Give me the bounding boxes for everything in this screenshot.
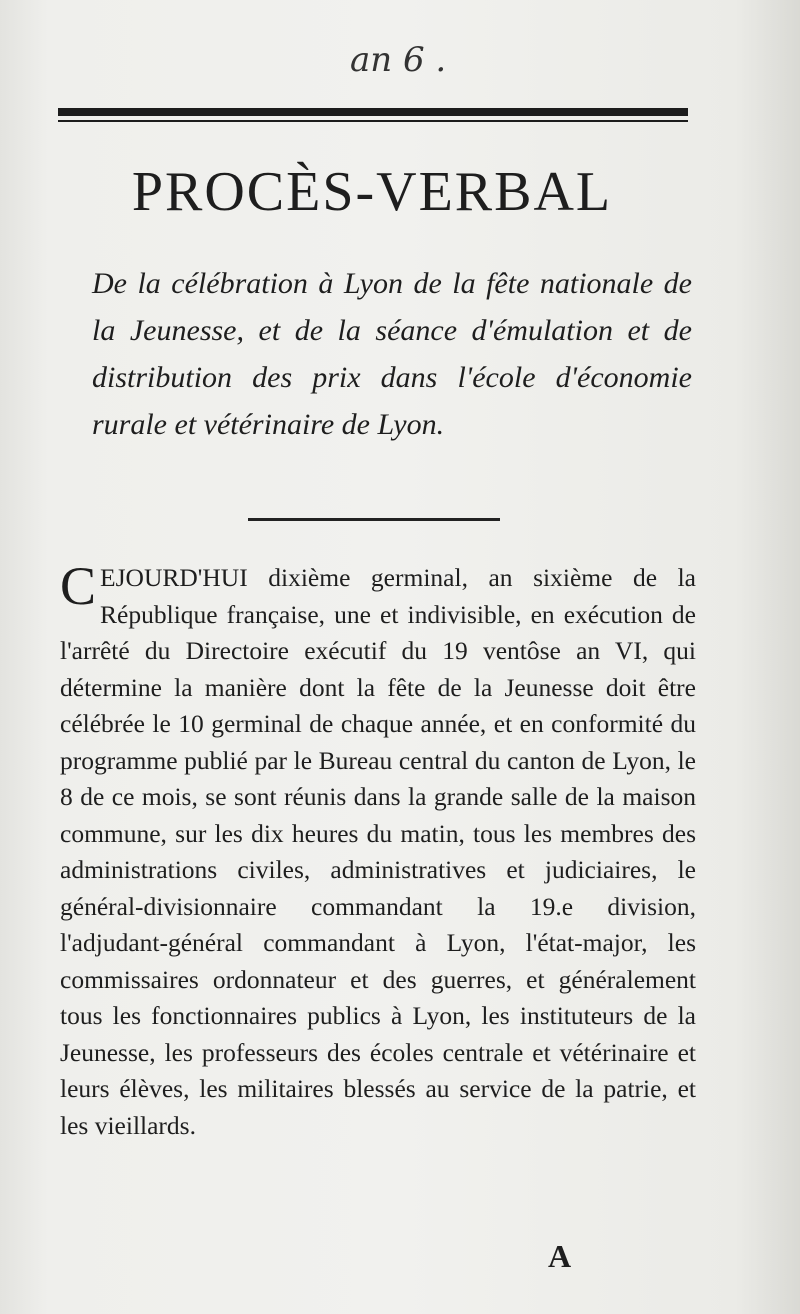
header-rule-thick xyxy=(58,108,688,116)
page-title: PROCÈS-VERBAL xyxy=(131,161,613,223)
subtitle: De la célébration à Lyon de la fête nationale de la Jeunesse, et de la séance d'émulation et de distribution des prix dans l'école d'économie rurale et vétérinaire de Lyon. xyxy=(92,267,692,441)
body-paragraph xyxy=(60,556,696,1144)
handwritten-annotation: an 6 . xyxy=(350,40,447,80)
drop-cap: C xyxy=(60,556,97,616)
signature-mark: A xyxy=(548,1238,572,1274)
body-text: dixième germinal, an sixième de la République française, une et indivisible, en exécution de l'arrêté du Directoire exécutif du 19 ventôse an VI, qui détermine la manière dont la fête de la Jeunesse doit être célébrée le 10 germinal de chaque année, et en conformité du programme publié par le Bureau central du canton de Lyon, le 8 de ce mois, se sont réunis dans la grande salle de la maison commune, sur les dix heures du matin, tous les membres des administrations civiles, administratives et judiciaires, le général-divisionnaire commandant la 19.e division, l'adjudant-général commandant à Lyon, l'état-major, les commissaires ordonnateur et des guerres, et généralement tous les fonctionnaires publics à Lyon, les instituteurs de la Jeunesse, les professeurs des écoles centrale et vétérinaire et leurs élèves, les militaires blessés au service de la patrie, et les vieillards. xyxy=(60,563,696,1140)
section-divider xyxy=(248,518,500,521)
lead-word: EJOURD'HUI xyxy=(100,563,248,592)
header-rule-thin xyxy=(58,120,688,122)
